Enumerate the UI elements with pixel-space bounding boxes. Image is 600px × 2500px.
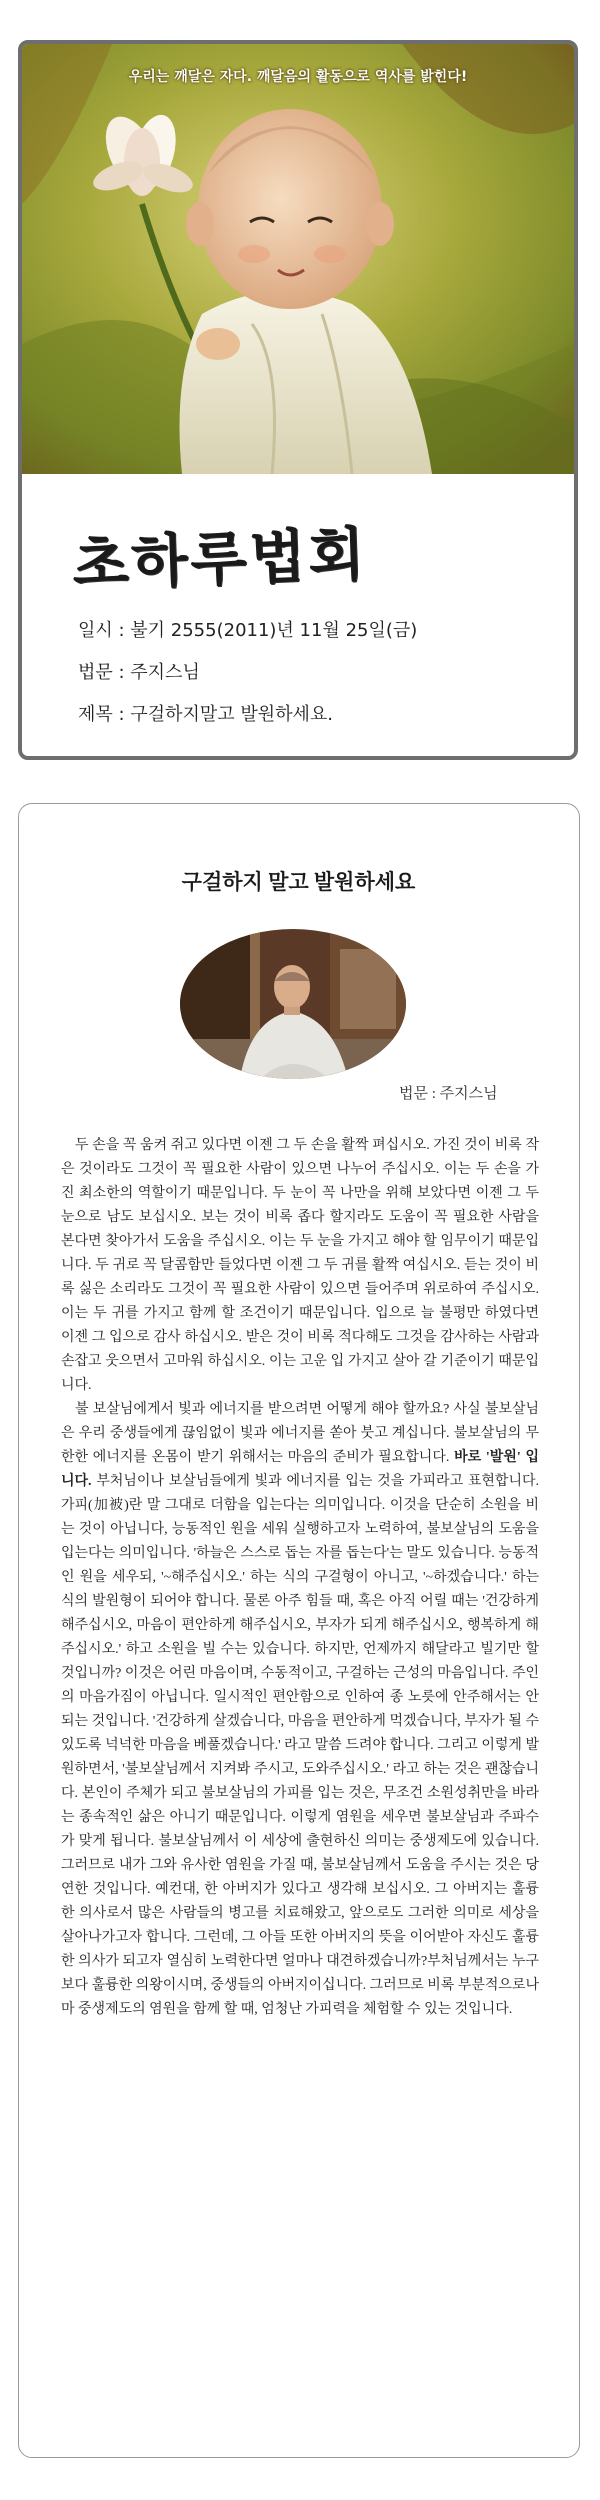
event-speaker: 법문 : 주지스님 xyxy=(78,662,200,683)
article-paragraph-1: 두 손을 꼭 움켜 쥐고 있다면 이젠 그 두 손을 활짝 펴십시오. 가진 것이 비록 작은 것이라도 그것이 꼭 필요한 사람이 있으면 나누어 주십시오. 이는 두 손을 가진 최소한의 역할이기 때문입니다. 두 눈이 꼭 나만을 위해 보았다면 이젠 그 두 눈으로 남도 보십시오. 보는 것이 비록 좁다 할지라도 도움이 꼭 필요한 사람을 본다면 찾아가서 도움을 주십시오. 이는 두 눈을 가지고 해야 할 임무이기 때문입니다. 두 귀로 꼭 달콤함만 들었다면 이젠 그 두 귀를 활짝 여십시오. 듣는 것이 비록 싫은 소리라도 그것이 꼭 필요한 사람이 있으면 들어주며 위로하여 주십시오. 이는 두 귀를 가지고 함께 할 조건이기 때문입니다. 입으로 늘 불평만 하였다면 이젠 그 입으로 감사 하십시오. 받은 것이 비록 적다해도 그것을 감사하는 사람과 손잡고 웃으면서 고마워 하십시오. 이는 고운 입 가지고 살아 갈 기준이기 때문입니다. xyxy=(61,1138,539,1393)
event-poster-card xyxy=(18,40,578,760)
paragraph-2-intro: 불 보살님에게서 빛과 에너지를 받으려면 어떻게 해야 할까요? 사실 불보살님은 우리 중생들에게 끊임없이 빛과 에너지를 쏟아 붓고 계십니다. 불보살님의 무한한 에너지를 온몸이 받기 위해서는 마음의 준비가 필요합니다. xyxy=(61,1402,539,1465)
paragraph-2-body: 부처님이나 보살님들에게 빛과 에너지를 입는 것을 가피라고 표현합니다. 가피(加被)란 말 그대로 더함을 입는다는 의미입니다. 이것을 단순히 소원을 비는 것이 아닙니다, 능동적인 원을 세워 실행하고자 노력하여, 불보살님의 도움을 입는다는 의미입니다. '하늘은 스스로 돕는 자를 돕는다'는 말도 있습니다. 능동적인 원을 세우되, '~해주십시오.' 하는 식의 구걸형이 아니고, '~하겠습니다.' 하는 식의 발원형이 되어야 합니다. 물론 아주 힘들 때, 혹은 아직 어릴 때는 '건강하게 해주십시오, 마음이 편안하게 해주십시오, 부자가 되게 해주십시오, 행복하게 해주십시오.' 하고 소원을 빌 수는 있습니다. 하지만, 언제까지 해달라고 빌기만 할 것입니까? 이것은 어린 마음이며, 수동적이고, 구걸하는 근성의 마음입니다. 주인의 마음가짐이 아닙니다. 일시적인 편안함으로 인하여 종 노릇에 안주해서는 안 되는 것입니다. '건강하게 살겠습니다, 마음을 편안하게 먹겠습니다, 부자가 될 수 있도록 넉넉한 마음을 베풀겠습니다.' 라고 말씀 드려야 합니다. 그리고 이렇게 발원하면서, '불보살님께서 지켜봐 주시고, 도와주십시오.' 라고 하는 것은 괜찮습니다. 본인이 주체가 되고 불보살님의 가피를 입는 것은, 무조건 소원성취만을 바라는 종속적인 삶은 아니기 때문입니다. 이렇게 염원을 세우면 불보살님과 주파수가 맞게 됩니다. 불보살님께서 이 세상에 출현하신 의미는 중생제도에 있습니다. 그러므로 내가 그와 유사한 염원을 가질 때, 불보살님께서 도움을 주시는 것은 당연한 것입니다. 예컨대, 한 아버지가 있다고 생각해 보십시오. 그 아버지는 훌륭한 의사로서 많은 사람들의 병고를 치료해왔고, 앞으로도 그러한 의미로 세상을 살아나가고자 합니다. 그런데, 그 아들 또한 아버지의 뜻을 이어받아 자신도 훌륭한 의사가 되고자 열심히 노력한다면 얼마나 대견하겠습니까?부처님께서는 누구보다 훌륭한 의왕이시며, 중생들의 아버지이십니다. 그러므로 비록 부분적으로나마 중생제도의 염원을 함께 할 때, 엄청난 가피력을 체험할 수 있는 것입니다. xyxy=(61,1474,540,2017)
event-date: 일시 : 불기 2555(2011)년 11월 25일(금) xyxy=(78,620,418,641)
article-paragraph-2 xyxy=(61,1398,539,2022)
paragraph-2-emphasis: 바로 '발원' 입니다. xyxy=(61,1450,540,1489)
child-monk-lotus-illustration xyxy=(22,44,574,474)
monk-head xyxy=(198,109,382,309)
article-speaker: 법문 : 주지스님 xyxy=(399,1086,498,1102)
banner-tagline: 우리는 깨달은 자다. 깨달음의 활동으로 역사를 밝힌다! xyxy=(128,69,468,85)
article-body xyxy=(61,1134,539,2022)
speaker-portrait xyxy=(180,929,406,1079)
article-card xyxy=(18,803,580,2458)
article-title: 구걸하지 말고 발원하세요 xyxy=(181,870,416,894)
hero-illustration xyxy=(22,44,574,474)
event-title: 초하루법회 xyxy=(71,519,369,599)
event-subject: 제목 : 구걸하지말고 발원하세요. xyxy=(78,704,333,725)
monk-photo xyxy=(180,929,406,1079)
